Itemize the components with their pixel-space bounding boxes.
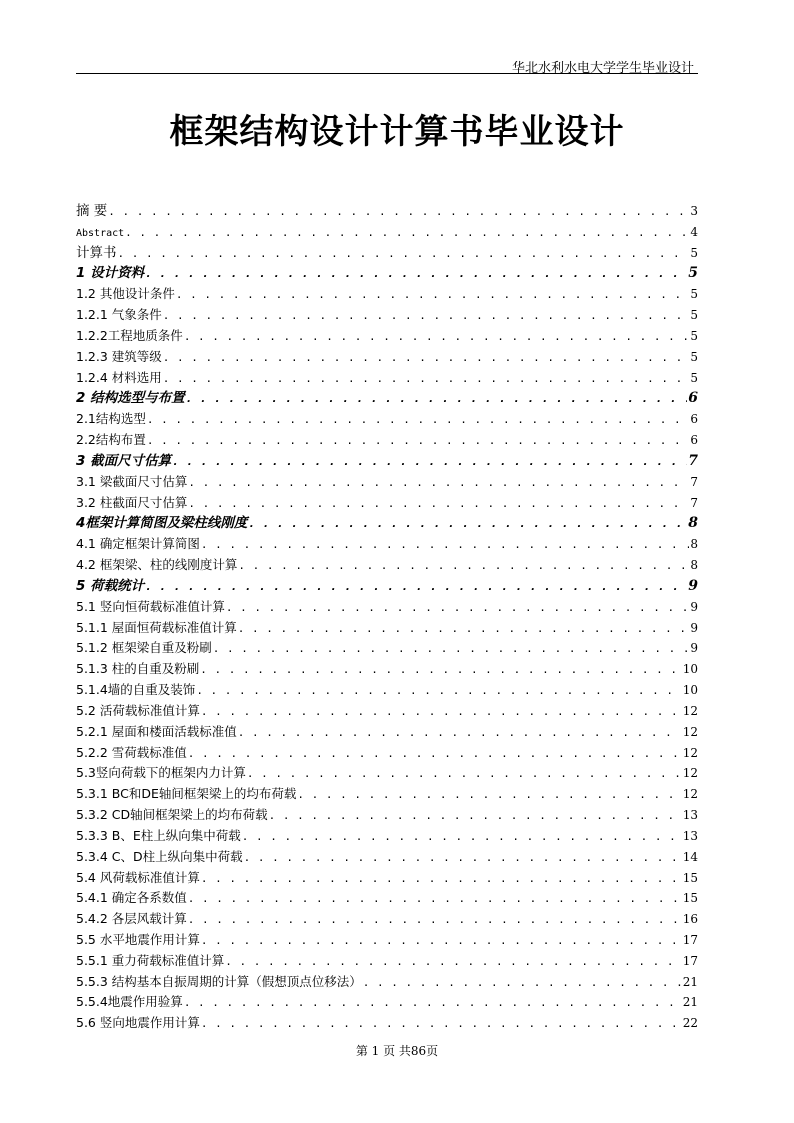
toc-entry-title: 5.4.2 各层风载计算	[76, 911, 187, 927]
toc-entry[interactable]	[76, 972, 698, 993]
toc-entry[interactable]	[76, 472, 698, 493]
toc-entry-page: 5	[690, 328, 698, 343]
toc-entry[interactable]	[76, 430, 698, 451]
toc-entry[interactable]	[76, 763, 698, 784]
toc-entry-title: 5.5.3 结构基本自振周期的计算（假想顶点位移法）	[76, 973, 362, 989]
toc-entry-title: 5 荷载统计	[76, 577, 145, 594]
document-title: 框架结构设计计算书毕业设计	[169, 112, 625, 152]
toc-entry-title: 5.3.4 C、D柱上纵向集中荷载	[76, 848, 243, 864]
toc-entry-page: 12	[682, 787, 698, 802]
toc-entry-title: 5.5.4地震作用验算	[76, 994, 183, 1010]
toc-entry-page: 17	[682, 932, 698, 947]
toc-dot-leader	[188, 744, 682, 764]
toc-entry[interactable]	[76, 305, 698, 326]
toc-entry[interactable]	[76, 784, 698, 805]
toc-entry-title: 4.2 框架梁、柱的线刚度计算	[76, 557, 238, 573]
toc-entry-page: 6	[690, 412, 698, 427]
toc-entry[interactable]	[76, 805, 698, 826]
toc-entry-title: 3 截面尺寸估算	[76, 452, 172, 469]
toc-entry-title: 5.1.3 柱的自重及粉刷	[76, 661, 200, 677]
toc-entry[interactable]	[76, 722, 698, 743]
toc-entry-title: 1.2.3 建筑等级	[76, 348, 162, 364]
page-footer: 第 1 页 共86页	[355, 1044, 439, 1058]
toc-dot-leader	[201, 702, 682, 722]
toc-entry[interactable]	[76, 743, 698, 764]
toc-dot-leader	[147, 431, 689, 451]
toc-entry-page: 13	[682, 808, 698, 823]
toc-entry[interactable]	[76, 951, 698, 972]
toc-dot-leader	[184, 327, 690, 347]
toc-entry-title: 5.6 竖向地震作用计算	[76, 1015, 200, 1031]
toc-entry-title: 5.5 水平地震作用计算	[76, 931, 200, 947]
toc-dot-leader	[188, 494, 689, 514]
toc-entry-page: 9	[690, 599, 698, 614]
toc-entry-page: 7	[690, 474, 698, 489]
toc-entry-title: 5.3竖向荷载下的框架内力计算	[76, 765, 246, 781]
toc-entry-page: 12	[682, 766, 698, 781]
toc-entry-page: 13	[682, 828, 698, 843]
toc-entry-title: 5.2.1 屋面和楼面活载标准值	[76, 723, 237, 739]
toc-entry-page: 10	[682, 662, 698, 677]
toc-entry[interactable]	[76, 888, 698, 909]
toc-entry-title: 1 设计资料	[76, 265, 145, 282]
toc-dot-leader	[269, 806, 682, 826]
toc-dot-leader	[201, 869, 682, 889]
toc-entry[interactable]	[76, 222, 698, 243]
toc-entry-title: 4.1 确定框架计算简图	[76, 536, 200, 552]
toc-entry-page: 22	[682, 1016, 698, 1031]
toc-entry[interactable]	[76, 347, 698, 368]
toc-entry[interactable]	[76, 1013, 698, 1034]
toc-entry-page: 7	[688, 452, 698, 469]
toc-entry-page: 3	[690, 204, 698, 218]
toc-dot-leader	[225, 952, 681, 972]
toc-entry-page: 10	[682, 683, 698, 698]
toc-dot-leader	[247, 764, 682, 784]
toc-entry[interactable]	[76, 201, 698, 222]
toc-entry-page: 7	[690, 495, 698, 510]
toc-dot-leader	[118, 244, 690, 264]
toc-entry[interactable]	[76, 992, 698, 1013]
toc-dot-leader	[186, 389, 688, 409]
toc-entry-page: 9	[690, 641, 698, 656]
toc-entry-page: 14	[682, 849, 698, 864]
toc-entry-title: 1.2.2工程地质条件	[76, 327, 183, 343]
toc-entry-page: 16	[682, 912, 698, 927]
toc-entry[interactable]	[76, 638, 698, 659]
toc-entry-page: 6	[688, 390, 698, 407]
toc-entry-page: 9	[690, 620, 698, 635]
header-rule	[76, 73, 698, 74]
toc-entry-title: 5.3.2 CD轴间框架梁上的均布荷载	[76, 807, 268, 823]
toc-entry-page: 9	[688, 577, 698, 594]
toc-entry[interactable]	[76, 701, 698, 722]
toc-entry[interactable]	[76, 576, 698, 597]
toc-dot-leader	[172, 452, 687, 472]
toc-entry-title: Abstract	[76, 227, 125, 239]
toc-entry[interactable]	[76, 513, 698, 534]
toc-entry-page: 12	[682, 724, 698, 739]
toc-entry-title: 5.5.1 重力荷载标准值计算	[76, 952, 225, 968]
toc-entry-title: 计算书	[76, 244, 117, 261]
toc-entry-title: 1.2 其他设计条件	[76, 286, 175, 302]
toc-dot-leader	[201, 535, 690, 555]
toc-entry-page: 5	[690, 349, 698, 364]
toc-entry[interactable]	[76, 388, 698, 409]
header-school-name: 华北水利水电大学学生毕业设计	[511, 61, 694, 76]
toc-entry[interactable]	[76, 868, 698, 889]
toc-entry[interactable]	[76, 243, 698, 264]
toc-dot-leader	[163, 348, 690, 368]
toc-dot-leader	[184, 993, 682, 1013]
toc-dot-leader	[163, 306, 690, 326]
toc-entry-title: 5.2.2 雪荷载标准值	[76, 744, 187, 760]
toc-dot-leader	[363, 973, 682, 993]
toc-entry-page: 5	[690, 287, 698, 302]
toc-dot-leader	[147, 410, 689, 430]
toc-entry[interactable]	[76, 451, 698, 472]
toc-entry-page: 15	[682, 870, 698, 885]
toc-entry-page: 4	[690, 224, 698, 239]
toc-dot-leader	[196, 681, 681, 701]
toc-dot-leader	[213, 639, 690, 659]
toc-entry-page: 12	[682, 745, 698, 760]
toc-entry-title: 5.1.2 框架梁自重及粉刷	[76, 640, 212, 656]
toc-dot-leader	[200, 660, 681, 680]
toc-entry[interactable]	[76, 597, 698, 618]
toc-entry[interactable]	[76, 555, 698, 576]
toc-entry[interactable]	[76, 409, 698, 430]
toc-entry-title: 1.2.4 材料选用	[76, 369, 162, 385]
toc-entry-title: 5.3.3 B、E柱上纵向集中荷载	[76, 827, 241, 843]
toc-entry-page: 21	[682, 995, 698, 1010]
toc-dot-leader	[145, 577, 687, 597]
toc-entry-title: 4框架计算简图及梁柱线刚度	[76, 515, 248, 532]
toc-entry-page: 5	[690, 370, 698, 385]
table-of-contents	[76, 201, 698, 1034]
toc-dot-leader	[238, 556, 689, 576]
toc-dot-leader	[188, 889, 682, 909]
toc-entry-page: 12	[682, 703, 698, 718]
toc-entry[interactable]	[76, 368, 698, 389]
toc-dot-leader	[238, 723, 682, 743]
toc-dot-leader	[238, 619, 690, 639]
toc-entry-title: 5.1 竖向恒荷载标准值计算	[76, 598, 225, 614]
toc-entry[interactable]	[76, 826, 698, 847]
toc-entry-page: 15	[682, 891, 698, 906]
toc-entry[interactable]	[76, 659, 698, 680]
toc-dot-leader	[125, 223, 689, 243]
toc-entry-page: 8	[688, 515, 698, 532]
toc-entry[interactable]	[76, 493, 698, 514]
toc-dot-leader	[163, 369, 690, 389]
toc-entry[interactable]	[76, 284, 698, 305]
toc-dot-leader	[248, 514, 687, 534]
toc-entry[interactable]	[76, 263, 698, 284]
toc-dot-leader	[188, 473, 689, 493]
toc-dot-leader	[242, 827, 682, 847]
toc-entry-title: 5.1.1 屋面恒荷载标准值计算	[76, 619, 237, 635]
toc-entry[interactable]	[76, 680, 698, 701]
toc-dot-leader	[201, 1014, 682, 1034]
toc-entry[interactable]	[76, 847, 698, 868]
toc-entry-title: 2.1结构选型	[76, 411, 146, 427]
toc-dot-leader	[244, 848, 682, 868]
toc-entry-page: 5	[690, 245, 698, 260]
toc-entry-page: 21	[682, 974, 698, 989]
toc-dot-leader	[145, 264, 687, 284]
toc-dot-leader	[188, 910, 682, 930]
toc-dot-leader	[201, 931, 682, 951]
toc-entry-page: 8	[690, 558, 698, 573]
toc-entry[interactable]	[76, 534, 698, 555]
toc-entry-title: 5.2 活荷载标准值计算	[76, 702, 200, 718]
toc-entry-page: 8	[690, 537, 698, 552]
toc-dot-leader	[297, 785, 681, 805]
toc-entry-title: 2 结构选型与布置	[76, 390, 185, 407]
toc-entry-page: 17	[682, 953, 698, 968]
toc-entry[interactable]	[76, 930, 698, 951]
toc-entry-title: 5.4.1 确定各系数值	[76, 890, 187, 906]
toc-entry-title: 摘 要	[76, 203, 108, 219]
toc-entry[interactable]	[76, 909, 698, 930]
toc-entry-title: 5.1.4墙的自重及装饰	[76, 682, 196, 698]
toc-entry-title: 1.2.1 气象条件	[76, 307, 162, 323]
toc-entry-title: 3.2 柱截面尺寸估算	[76, 494, 188, 510]
toc-entry[interactable]	[76, 326, 698, 347]
toc-entry[interactable]	[76, 618, 698, 639]
toc-dot-leader	[176, 285, 690, 305]
toc-entry-page: 6	[690, 433, 698, 448]
toc-entry-page: 5	[688, 265, 698, 282]
toc-dot-leader	[226, 598, 690, 618]
toc-dot-leader	[108, 202, 689, 222]
toc-entry-title: 2.2结构布置	[76, 432, 146, 448]
toc-entry-title: 5.3.1 BC和DE轴间框架梁上的均布荷载	[76, 786, 297, 802]
toc-entry-title: 3.1 梁截面尺寸估算	[76, 473, 188, 489]
toc-entry-page: 5	[690, 308, 698, 323]
toc-entry-title: 5.4 风荷载标准值计算	[76, 869, 200, 885]
